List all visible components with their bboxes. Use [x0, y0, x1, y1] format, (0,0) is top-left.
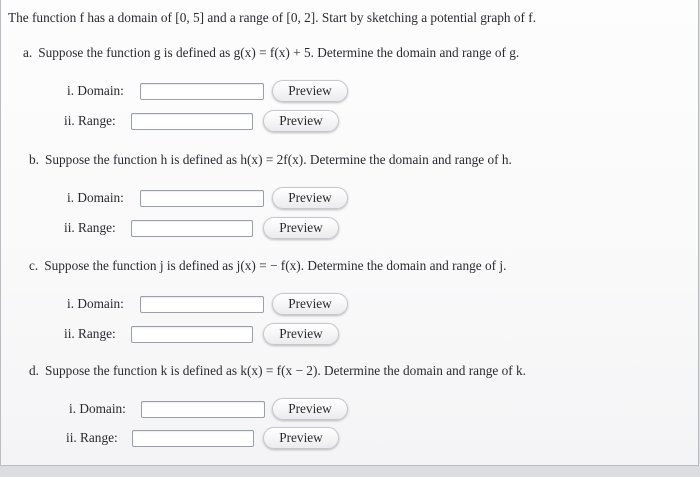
part-d-range-input[interactable]: [132, 430, 254, 447]
part-c-domain-row: [1, 296, 698, 320]
part-b-domain-preview-button[interactable]: Preview: [272, 187, 348, 209]
part-c-range-label: ii. Range:: [64, 326, 116, 341]
part-a-domain-label: i. Domain:: [67, 83, 124, 98]
problem-intro: The function f has a domain of [0, 5] and a range of [0, 2]. Start by sketching a potential graph of f.: [8, 10, 537, 25]
part-d-domain-input[interactable]: [141, 401, 265, 418]
part-c: [29, 258, 506, 274]
part-c-domain-input[interactable]: [140, 296, 264, 313]
part-b-range-preview-button[interactable]: Preview: [263, 217, 339, 239]
part-a-label: a.: [23, 45, 33, 60]
part-d-domain-preview-button[interactable]: Preview: [272, 398, 348, 420]
part-b-range-label: ii. Range:: [64, 220, 116, 235]
part-d-domain-row: [1, 401, 698, 425]
part-a-domain-input[interactable]: [140, 83, 264, 100]
part-d: [29, 363, 526, 379]
part-d-range-label: ii. Range:: [66, 430, 118, 445]
part-a-domain-row: [1, 83, 698, 107]
part-d-text: Suppose the function k is defined as k(x) = f(x − 2). Determine the domain and range of k.: [44, 363, 526, 378]
part-b-text: Suppose the function h is defined as h(x) = 2f(x). Determine the domain and range of h.: [44, 152, 512, 167]
part-a-range-row: [1, 113, 698, 137]
part-a-range-preview-button[interactable]: Preview: [263, 110, 339, 132]
part-b-range-row: [1, 220, 698, 244]
part-d-label: d.: [29, 363, 39, 378]
part-b-domain-row: [1, 190, 698, 214]
part-b-domain-label: i. Domain:: [67, 190, 124, 205]
part-d-domain-label: i. Domain:: [69, 401, 126, 416]
part-a: [23, 45, 519, 61]
part-c-label: c.: [29, 258, 39, 273]
part-b-range-input[interactable]: [131, 220, 253, 237]
part-c-text: Suppose the function j is defined as j(x) = − f(x). Determine the domain and range of j.: [44, 258, 507, 273]
part-b-domain-input[interactable]: [140, 190, 264, 207]
part-b: [29, 152, 512, 168]
part-c-range-row: [1, 326, 698, 350]
part-a-text: Suppose the function g is defined as g(x) = f(x) + 5. Determine the domain and range of g.: [38, 45, 520, 60]
part-d-range-preview-button[interactable]: Preview: [263, 427, 339, 449]
part-d-range-row: [1, 430, 698, 454]
part-c-range-input[interactable]: [131, 326, 253, 343]
part-c-domain-label: i. Domain:: [67, 296, 124, 311]
part-c-domain-preview-button[interactable]: Preview: [272, 293, 348, 315]
part-c-range-preview-button[interactable]: Preview: [263, 323, 339, 345]
part-a-domain-preview-button[interactable]: Preview: [272, 80, 348, 102]
part-a-range-label: ii. Range:: [64, 113, 116, 128]
part-a-range-input[interactable]: [131, 113, 253, 130]
part-b-label: b.: [29, 152, 39, 167]
